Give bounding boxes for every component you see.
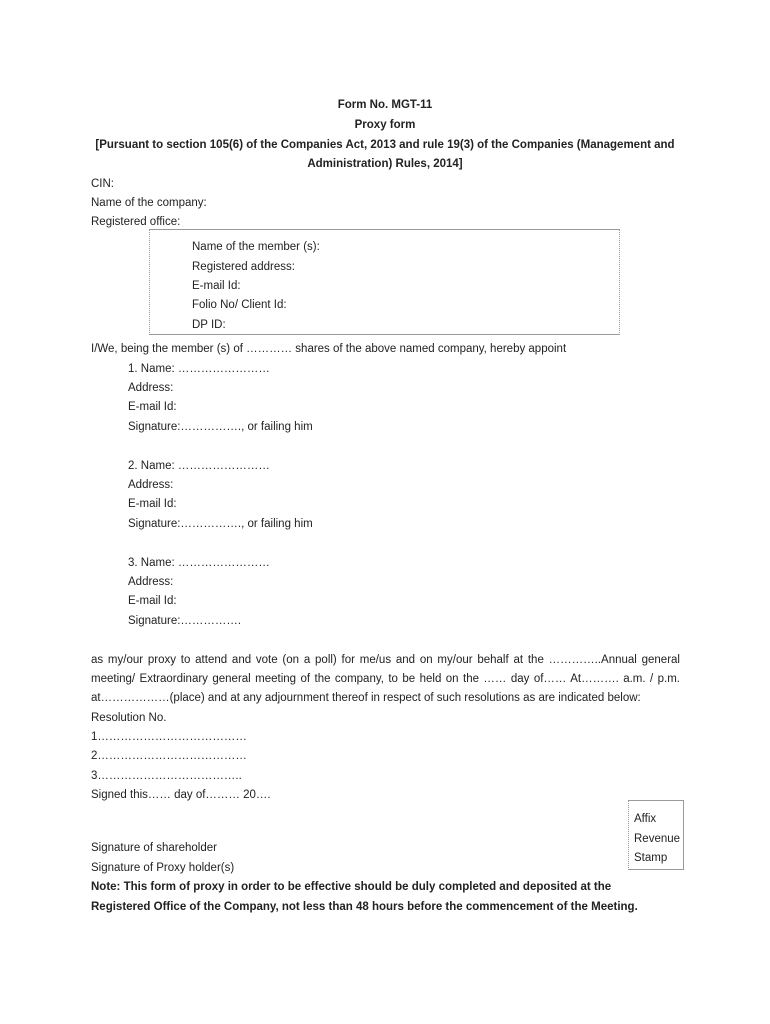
proxy-paragraph-line-2: meeting/ Extraordinary general meeting of the company, to be held on the …… day of…… At………. a.m. / p.m. [91,673,680,685]
member-email-label: E-mail Id: [192,280,241,292]
signed-date-line: Signed this…… day of……… 20…. [91,789,271,801]
dp-id-label: DP ID: [192,319,226,331]
pursuant-line-2: Administration) Rules, 2014] [307,158,463,170]
resolution-item-2: 2………………………………… [91,750,247,762]
company-name-label: Name of the company: [91,197,207,209]
proxy-3-address: Address: [128,576,174,588]
stamp-affix-label: Affix [634,813,657,825]
form-title: Proxy form [354,119,416,131]
appoint-statement: I/We, being the member (s) of ………… shares of the above named company, hereby appoint [91,343,567,355]
note-line-1: Note: This form of proxy in order to be effective should be duly completed and deposited at the [91,881,612,893]
form-number: Form No. MGT-11 [337,99,433,111]
resolution-heading: Resolution No. [91,712,167,724]
resolution-item-3: 3……………………………….. [91,770,242,782]
proxy-holder-signature-label: Signature of Proxy holder(s) [91,862,235,874]
proxy-paragraph-line-3: at………………(place) and at any adjournment thereof in respect of such resolutions as are indicated below: [91,692,641,704]
proxy-2-name: 2. Name: …………………… [128,460,270,472]
proxy-3-email: E-mail Id: [128,595,177,607]
resolution-item-1: 1………………………………… [91,731,247,743]
proxy-2-signature: Signature:……………., or failing him [128,518,313,530]
proxy-3-name: 3. Name: …………………… [128,557,270,569]
proxy-1-address: Address: [128,382,174,394]
note-line-2: Registered Office of the Company, not less than 48 hours before the commencement of the Meeting. [91,901,638,913]
shareholder-signature-label: Signature of shareholder [91,842,217,854]
proxy-2-address: Address: [128,479,174,491]
proxy-1-email: E-mail Id: [128,401,177,413]
proxy-3-signature: Signature:……………. [128,615,242,627]
proxy-paragraph-line-1: as my/our proxy to attend and vote (on a poll) for me/us and on my/our behalf at the …………..Annual general [91,654,680,666]
proxy-1-signature: Signature:……………., or failing him [128,421,313,433]
registered-office-label: Registered office: [91,216,181,228]
member-name-label: Name of the member (s): [192,241,320,253]
proxy-2-email: E-mail Id: [128,498,177,510]
registered-address-label: Registered address: [192,261,295,273]
cin-label: CIN: [91,178,114,190]
folio-client-id-label: Folio No/ Client Id: [192,299,287,311]
stamp-revenue-label: Revenue [634,833,681,845]
pursuant-line-1: [Pursuant to section 105(6) of the Companies Act, 2013 and rule 19(3) of the Companies (Management and [95,139,675,151]
proxy-1-name: 1. Name: …………………… [128,363,270,375]
stamp-stamp-label: Stamp [634,852,668,864]
